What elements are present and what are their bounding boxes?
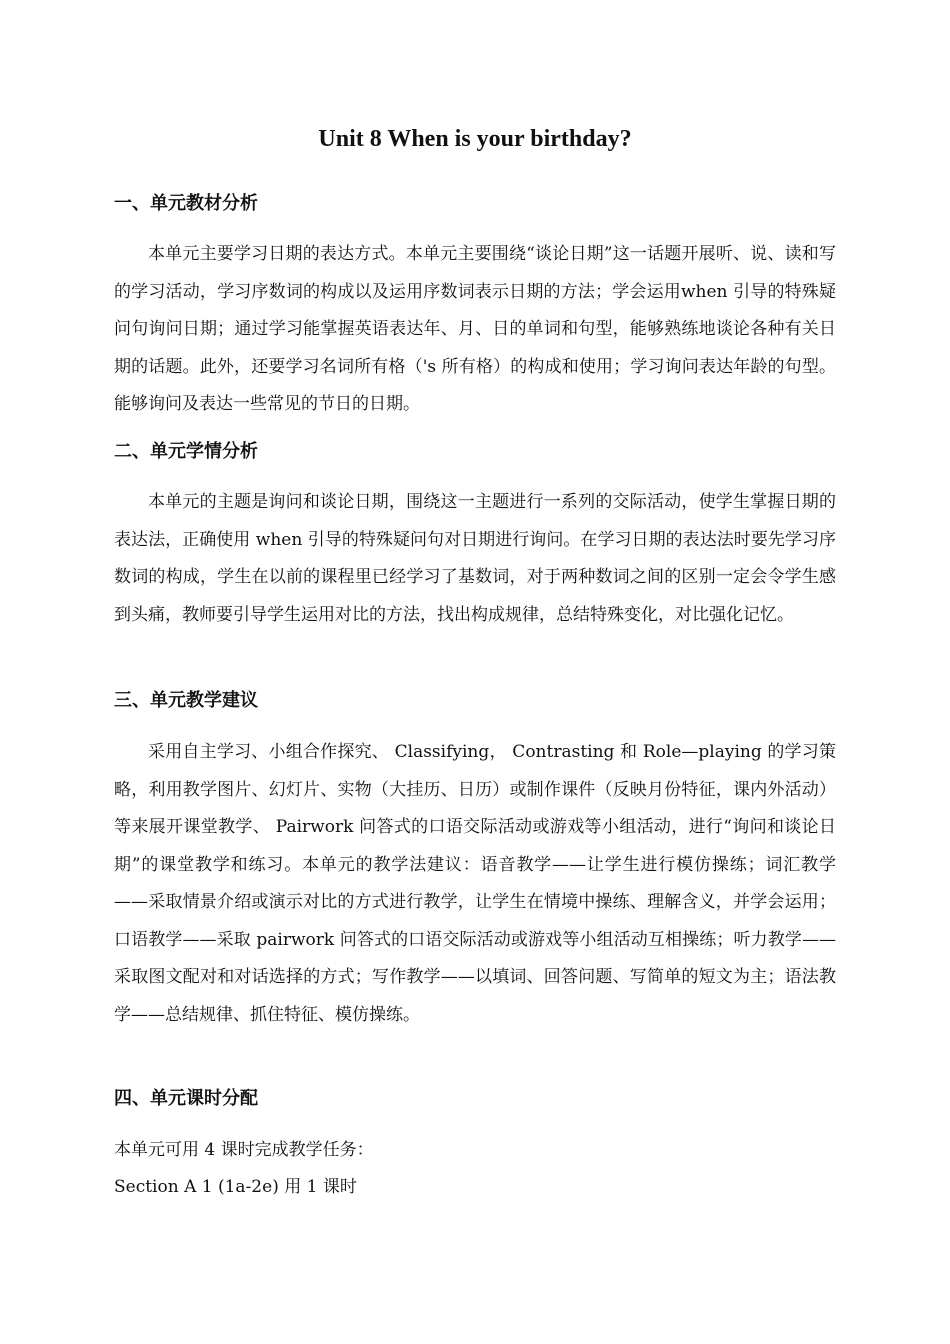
section-body-student-analysis: 本单元的主题是询问和谈论日期，围绕这一主题进行一系列的交际活动，使学生掌握日期的表达法，正确使用 when 引导的特殊疑问句对日期进行询问。在学习日期的表达法时要先学习序数词的构成，学生在以前的课程里已经学习了基数词，对于两种数词之间的区别一定会令学生感到头痛，教师要引导学生运用对比的方法，找出构成规律，总结特殊变化，对比强化记忆。 (114, 492, 836, 625)
section-body-teaching-suggestions: 采用自主学习、小组合作探究、 Classifying， Contrasting 和 Role—playing 的学习策略，利用教学图片、幻灯片、实物（大挂历、日历）或制作课件（反映月份特征，课内外活动）等来展开课堂教学、 Pairwork 问答式的口语交际活动或游戏等小组活动，进行“询问和谈论日期”的课堂教学和练习。本单元的教学法建议：语音教学——让学生进行模仿操练；词汇教学——采取情景介绍或演示对比的方式进行教学，让学生在情境中操练、理解含义，并学会运用；口语教学——采取 pairwork 问答式的口语交际活动或游戏等小组活动互相操练；听力教学——采取图文配对和对话选择的方式；写作教学——以填词、回答问题、写简单的短文为主；语法教学——总结规律、抓住特征、模仿操练。 (114, 742, 836, 1025)
allocation-line: Section A 1 (1a-2e) 用 1 课时 (114, 1177, 357, 1197)
section-body-textbook-analysis: 本单元主要学习日期的表达方式。本单元主要围绕“谈论日期”这一话题开展听、说、读和写的学习活动，学习序数词的构成以及运用序数词表示日期的方法；学会运用when 引导的特殊疑问句询问日期；通过学习能掌握英语表达年、月、日的单词和句型，能够熟练地谈论各种有关日期的话题。此外，还要学习名词所有格（'s 所有格）的构成和使用；学习询问表达年龄的句型。能够询问及表达一些常见的节日的日期。 (114, 244, 836, 414)
section-heading-teaching-suggestions: 三、单元教学建议 (114, 690, 258, 711)
section-heading-textbook-analysis: 一、单元教材分析 (114, 193, 258, 214)
page-title: Unit 8 When is your birthday? (318, 126, 632, 152)
section-heading-lesson-allocation: 四、单元课时分配 (114, 1088, 258, 1109)
allocation-intro: 本单元可用 4 课时完成教学任务： (114, 1140, 374, 1160)
section-heading-student-analysis: 二、单元学情分析 (114, 441, 258, 462)
